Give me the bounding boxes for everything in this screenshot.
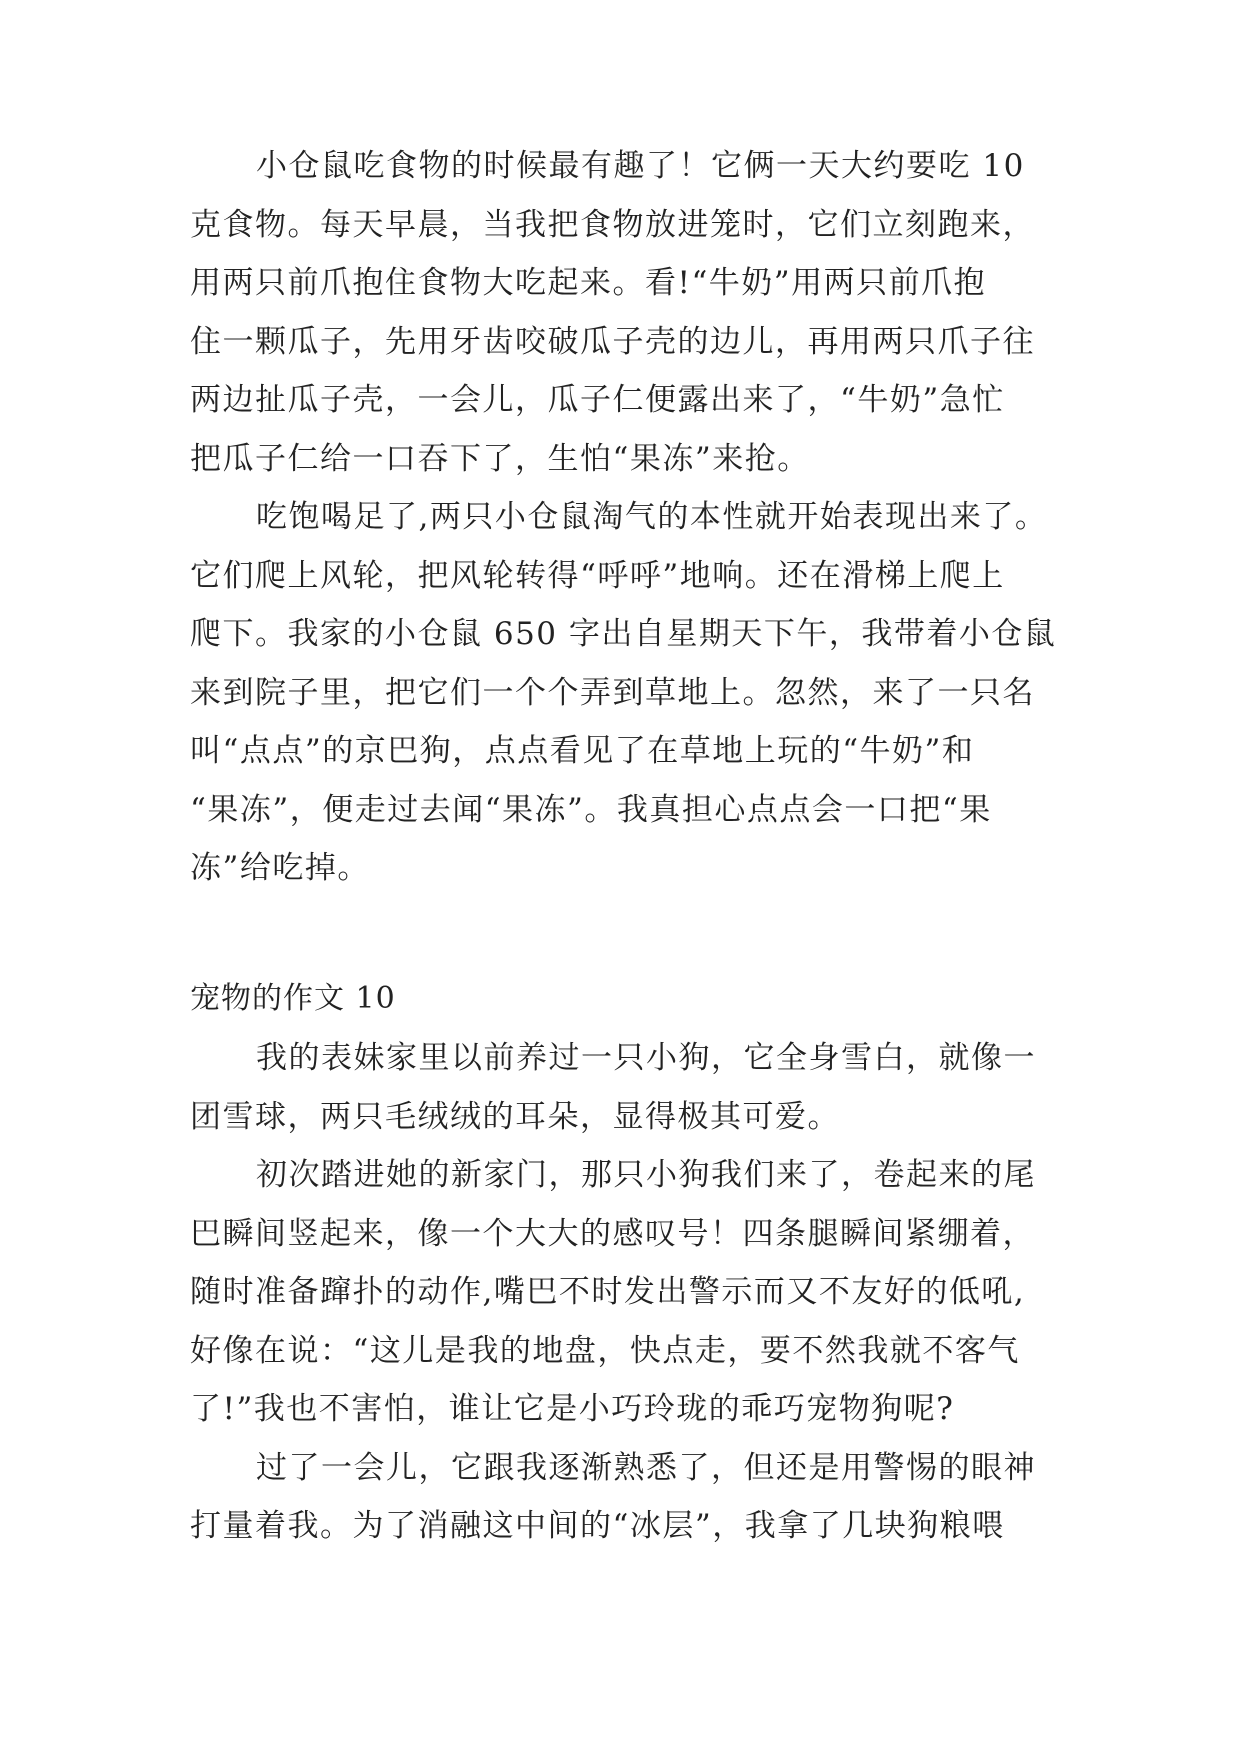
text-line: 冻”给吃掉。: [190, 850, 370, 886]
paragraph: [190, 1146, 1065, 1439]
text-line: 了!”我也不害怕，谁让它是小巧玲珑的乖巧宠物狗呢?: [190, 1391, 955, 1427]
text-line: 我的表妹家里以前养过一只小狗，它全身雪白，就像一: [256, 1040, 1036, 1076]
text-line: 把瓜子仁给一口吞下了，生怕“果冻”来抢。: [190, 440, 810, 477]
text-line: 用两只前爪抱住食物大吃起来。看!“牛奶”用两只前爪抱: [190, 265, 987, 301]
paragraph: [190, 488, 1065, 898]
text-line: 两边扯瓜子壳，一会儿，瓜子仁便露出来了，“牛奶”急忙: [190, 382, 1005, 418]
text-line: 小仓鼠吃食物的时候最有趣了！它俩一天大约要吃 10: [256, 148, 1025, 184]
text-line: 好像在说：“这儿是我的地盘，快点走，要不然我就不客气: [190, 1332, 1020, 1369]
text-line: 团雪球，两只毛绒绒的耳朵，显得极其可爱。: [190, 1098, 840, 1135]
text-line: 随时准备蹿扑的动作,嘴巴不时发出警示而又不友好的低吼,: [190, 1274, 1026, 1310]
text-line: 初次踏进她的新家门，那只小狗我们来了，卷起来的尾: [256, 1157, 1036, 1193]
text-line: 它们爬上风轮，把风轮转得“呼呼”地响。还在滑梯上爬上: [190, 557, 1005, 594]
paragraph: [190, 137, 1065, 488]
document-page: [190, 0, 1065, 1754]
story-section-hamster: [190, 137, 1065, 898]
text-line: 巴瞬间竖起来，像一个大大的感叹号！四条腿瞬间紧绷着，: [190, 1215, 1035, 1252]
text-line: 过了一会儿，它跟我逐渐熟悉了，但还是用警惕的眼神: [256, 1449, 1036, 1486]
text-line: 吃饱喝足了,两只小仓鼠淘气的本性就开始表现出来了。: [256, 499, 1048, 535]
story-section-dog: [190, 1029, 1065, 1556]
text-line: 打量着我。为了消融这中间的“冰层”，我拿了几块狗粮喂: [190, 1508, 1005, 1544]
paragraph: [190, 1029, 1065, 1146]
paragraph: [190, 1439, 1065, 1556]
text-line: 住一颗瓜子，先用牙齿咬破瓜子壳的边儿，再用两只爪子往: [190, 323, 1035, 360]
text-line: “果冻”，便走过去闻“果冻”。我真担心点点会一口把“果: [190, 791, 992, 828]
text-line: 叫“点点”的京巴狗，点点看见了在草地上玩的“牛奶”和: [190, 733, 975, 769]
text-line: 克食物。每天早晨，当我把食物放进笼时，它们立刻跑来，: [190, 206, 1035, 243]
text-line: 来到院子里，把它们一个个弄到草地上。忽然，来了一只名: [190, 674, 1035, 711]
text-line: 爬下。我家的小仓鼠 650 字出自星期天下午，我带着小仓鼠: [190, 616, 1057, 652]
section-title: 宠物的作文 10: [190, 981, 396, 1016]
